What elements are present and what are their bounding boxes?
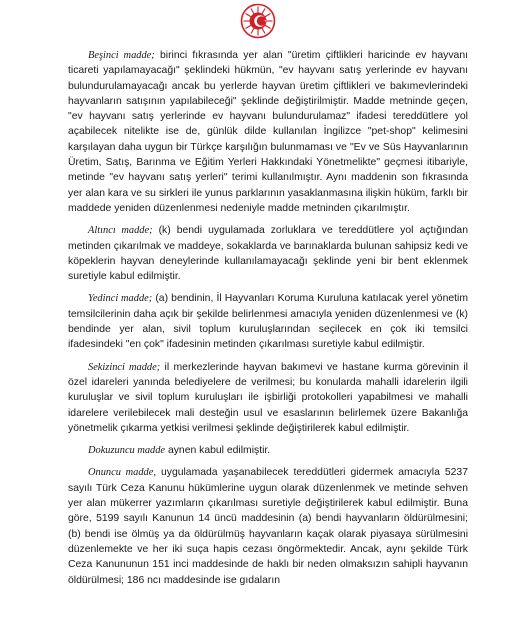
article-heading: Yedinci madde; [88,293,153,305]
tbmm-emblem-icon [240,3,276,39]
article-heading: Beşinci madde; [88,50,155,61]
paragraph-article-10 [68,465,468,587]
article-text: (a) bendinin, İl Hayvanları Koruma Kuruluna katılacak yerel yönetim temsilcilerinin daha açık bir şekilde belirlenmesi amacıyla yeniden düzenlenmesi ve (k) bendinde yer alan, sivil toplum kuruluşlarından seçilecek en çok iki temsilci ifadesindeki "en çok" ifadesinin metinden çıkarılması suretiyle kabul edilmiştir. [68,293,468,351]
article-heading: Sekizinci madde; [88,361,161,373]
article-text: uygulamada yaşanabilecek tereddütleri gidermek amacıyla 5237 sayılı Türk Ceza Kanunu hükümlerine uygun olarak düzenlenmek ve metinde sehven yer alan mükerrer yazımların çıkarılması suretiyle değiştirilerek kabul edilmiştir. Buna göre, 5199 sayılı Kanunun 14 üncü maddesinin (a) bendi hayvanların öldürülmesini; (b) bendi ise ölmüş ya da öldürülmüş hayvanların kaçak olarak piyasaya sürülmesini düzenlemekte ve her iki suça hapis cezası öngörmektedir. Ancak, aynı şekilde Türk Ceza Kanununun 151 inci maddesinde de haklı bir neden olmaksızın sahipli hayvanın öldürülmesi; 186 ncı maddesinde ise gıdaların [68,467,468,586]
document-body [68,48,468,595]
article-text: birinci fıkrasında yer alan "üretim çiftlikleri haricinde ev hayvanı ticareti yapılamayacağı" şeklindeki hükmün, "ev hayvanı satış yerlerinde ev hayvanı bulundurulamayacağı ancak bu yerlerde hayvan üretim çiftlikleri ve bakımevlerindeki hayvanların satışının yapılabileceği" şeklinde değiştirilmiştir. Madde metninde geçen, "ev hayvanı satış yerlerinde ev hayvanı bulundurulamaz" ifadesi tereddütlere yol açabilecek nitelikte ise de, günlük dilde kullanılan İngilizce "pet-shop" kelimesini karşılayan daha uygun bir Türkçe karşılığın bulunmaması ve "Ev ve Süs Hayvanlarının Üretim, Satış, Barınma ve Eğitim Yerleri Hakkındaki Yönetmelikte" geçmesi itibariyle, metinde "ev hayvanı satış yerleri" terimi kullanılmıştır. Aynı maddenin son fıkrasında yer alan kara ve su sirkleri ile yunus parklarının yasaklanmasına ilişkin hüküm, farklı bir maddede yeniden düzenlenmesi nedeniyle madde metninden çıkarılmıştır. [68,50,468,214]
paragraph-article-6 [68,223,468,284]
article-text: aynen kabul edilmiştir. [165,445,271,457]
article-text: (k) bendi uygulamada zorluklara ve tereddütlere yol açtığından metinden çıkarılmak ve maddeye, sokaklarda ve barınaklarda bulunan sahipsiz kedi ve köpeklerin hayvan deneylerinde kullanılamayacağı şeklinde yeni bir bent eklenmek suretiyle kabul edilmiştir. [68,225,468,283]
paragraph-article-9 [68,443,468,458]
article-heading: Altıncı madde; [88,225,153,237]
article-text: il merkezlerinde hayvan bakımevi ve hastane kurma görevinin il özel idareleri yanında belediyelere de verilmesi; bu konularda mahalli idarelerin ilgili kuruluşlar ve sivil toplum kuruluşları ile işbirliği protokolleri yapabilmesi ve mahalli idarelere verilebilecek mali desteğin usul ve esaslarının belirlemek üzere Bakanlığa yönetmelik çıkarma yetkisi verilmesi şeklinde değiştirilerek kabul edilmiştir. [68,361,468,434]
article-heading: Onuncu madde, [88,467,156,479]
paragraph-article-5 [68,48,468,216]
paragraph-article-7 [68,291,468,352]
paragraph-article-8 [68,360,468,436]
article-heading: Dokuzuncu madde [88,445,166,457]
